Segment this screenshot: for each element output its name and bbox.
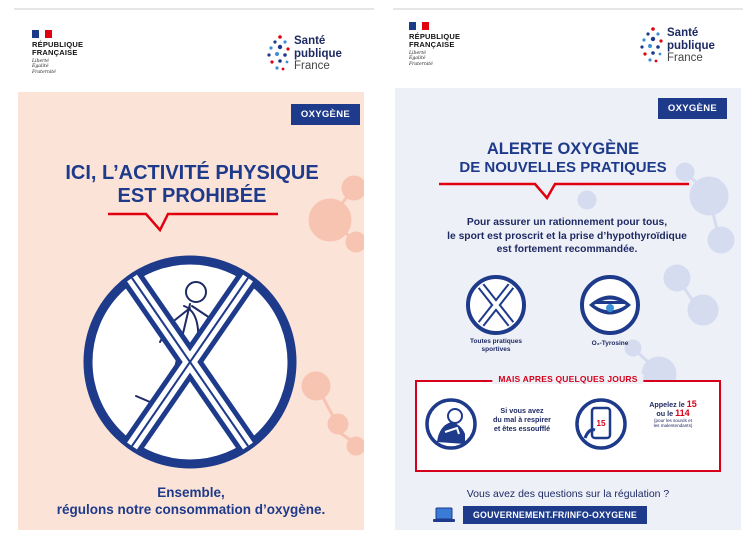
- alert-left-text: [479, 406, 565, 433]
- republique-motto: Liberté Égalité Fraternité: [409, 51, 433, 67]
- poster-right: [393, 8, 743, 530]
- link-row: [433, 506, 647, 524]
- sante-line: Santé: [294, 35, 326, 47]
- phone-number: 15: [596, 419, 606, 428]
- republique-motto: Liberté Égalité Fraternité: [32, 59, 56, 75]
- republique-name: RÉPUBLIQUE FRANÇAISE: [32, 40, 84, 57]
- alert-right-text: [629, 400, 717, 429]
- question-text: Vous avez des questions sur la régulation ?: [466, 488, 670, 500]
- alert-right-line1: Appelez le: [649, 400, 685, 409]
- sante-publique-text: [667, 27, 715, 65]
- label-line2: sportives: [481, 346, 511, 353]
- france-line: France: [667, 52, 703, 64]
- republique-name: RÉPUBLIQUE FRANÇAISE: [409, 32, 461, 49]
- oxygene-tag: OXYGÈNE: [658, 98, 727, 119]
- speech-tail: [108, 210, 278, 234]
- headline-line1: ICI, L’ACTIVITÉ PHYSIQUE: [65, 162, 319, 184]
- alert-right-line2: ou le: [656, 409, 674, 418]
- phone-call-icon: [575, 398, 627, 450]
- no-sport-label: [451, 338, 541, 354]
- sante-publique-logo: [639, 24, 743, 68]
- publique-line: publique: [294, 47, 342, 60]
- alert-right-small2: les malentendants): [653, 423, 693, 429]
- emergency-number-15: 15: [686, 399, 697, 409]
- headline-line1: ALERTE OXYGÈNE: [486, 140, 640, 158]
- french-flag-icon: [409, 22, 429, 30]
- oxygene-tag: OXYGÈNE: [291, 104, 360, 125]
- sante-publique-logo: [266, 32, 374, 76]
- alert-left-line2: du mal à respirer: [493, 415, 551, 424]
- left-poster-panel: [18, 92, 364, 530]
- alert-left-line1: Si vous avez: [500, 406, 544, 415]
- france-line: France: [294, 60, 330, 72]
- label-line1: Toutes pratiques: [470, 338, 522, 345]
- intro-line2: le sport est proscrit et la prise d’hypothyroïdique: [447, 230, 687, 242]
- headline: [42, 162, 342, 208]
- speech-tail: [439, 180, 689, 202]
- intro-text: [409, 216, 725, 257]
- alert-title: MAIS APRES QUELQUES JOURS: [492, 374, 643, 384]
- headline-line2: EST PROHIBÉE: [117, 185, 267, 207]
- sante-publique-dots-icon: [639, 26, 665, 66]
- footer-line2: régulons notre consommation d’oxygène.: [56, 502, 326, 517]
- alert-box: [415, 374, 721, 472]
- right-poster-panel: [395, 88, 741, 530]
- alert-right-small1: (pour les sourds et: [653, 418, 693, 423]
- intro-line1: Pour assurer un rationnement pour tous,: [466, 217, 668, 228]
- left-footer: [18, 484, 364, 518]
- alert-left-line3: et êtes essoufflé: [493, 424, 551, 433]
- headline-line2: DE NOUVELLES PRATIQUES: [459, 159, 667, 176]
- sante-publique-text: [294, 35, 342, 73]
- republique-francaise-logo: [409, 22, 489, 67]
- sante-publique-dots-icon: [266, 34, 292, 74]
- footer-line1: Ensemble,: [157, 485, 225, 500]
- breathless-person-icon: [425, 398, 477, 450]
- mouth-pill-icon: [579, 274, 641, 336]
- sante-line: Santé: [667, 27, 699, 39]
- divider: [393, 8, 743, 10]
- info-oxygene-link[interactable]: GOUVERNEMENT.FR/INFO-OXYGENE: [463, 506, 647, 524]
- divider: [14, 8, 374, 10]
- crossed-out-runner-icon: [80, 252, 300, 472]
- no-sport-icon: [465, 274, 527, 336]
- tyrosine-label: O₂-Tyrosine: [591, 340, 629, 347]
- poster-left: [14, 8, 374, 530]
- republique-francaise-logo: [32, 30, 112, 75]
- french-flag-icon: [32, 30, 52, 38]
- publique-line: publique: [667, 39, 715, 52]
- laptop-icon: [433, 507, 455, 523]
- alert-right-line1-row: [629, 400, 717, 409]
- headline: [413, 140, 713, 178]
- intro-line3: est fortement recommandée.: [496, 244, 638, 255]
- emergency-number-114: 114: [675, 408, 690, 418]
- alert-right-line2-row: [629, 409, 717, 418]
